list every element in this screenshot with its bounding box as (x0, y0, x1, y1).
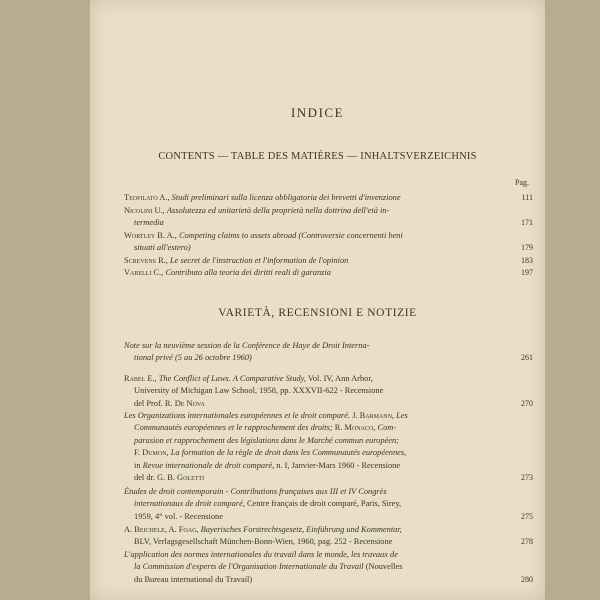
review-line (124, 447, 519, 459)
review-publisher: University of Michigan Law School, 1958, pp. XXXVII-622 - Recensione (134, 386, 384, 396)
review-entry (124, 340, 533, 365)
reviewer-prefix: del Prof. R. (134, 398, 173, 408)
review-entry (124, 549, 533, 586)
toc-entry (124, 267, 533, 279)
toc-author: Screvens R., (124, 256, 168, 265)
review-title: Les Organizations internationales européennes et le droit comparé. (124, 411, 351, 420)
review-entry (124, 410, 533, 484)
review-title: Note sur la neuvième session de la Conférence de Haye de Droit Interna- (124, 341, 370, 350)
toc-title: Le secret de l'instruction et l'information de l'opinion (169, 256, 349, 265)
toc-author: Wortley B. A., (124, 231, 177, 240)
review-details: Vol. IV, Ann Arbor, (307, 374, 373, 383)
review-title: The Conflict of Laws. A Comparative Study, (158, 374, 306, 383)
review-line (124, 561, 519, 573)
review-author: J. Barmann, (352, 411, 394, 420)
toc-page: 171 (521, 218, 533, 228)
review-title: la Commission d'experts de l'Organisation Internationale du Travail (134, 562, 364, 572)
review-text: BLV, Verlagsgesellschaft München-Bonn-Wien, 1960, pag. 252 - Recensione (134, 537, 393, 547)
page-column-label: Pag. (515, 178, 529, 187)
review-title: La formation de la règle de droit dans les Communautés européennes, (170, 448, 407, 458)
review-title: L'application des normes internationales du travail dans le monde, les travaux de (124, 550, 398, 559)
section-title: VARIETÀ, RECENSIONI E NOTIZIE (218, 307, 417, 319)
toc-entry (124, 192, 533, 204)
review-line (124, 460, 519, 472)
toc-page: 183 (521, 256, 533, 265)
review-title: Communautés européennes et le rapprochement des droits; (134, 423, 333, 433)
review-details-cont (124, 385, 519, 397)
contents-title: CONTENTS — TABLE DES MATIÈRES — INHALTSVERZEICHNIS (158, 151, 477, 162)
review-line (124, 472, 519, 484)
review-author: F. Dumon, (134, 448, 169, 458)
review-page: 270 (521, 398, 533, 408)
toc-author: Nicolini U., (124, 206, 165, 215)
toc-entry (124, 230, 533, 255)
index-heading: INDICE (290, 105, 345, 120)
reviewer-prefix: del dr. G. B. (134, 473, 175, 483)
review-line (124, 435, 519, 447)
review-text: 1959, 4° vol. - Recensione (134, 511, 223, 521)
review-entry (124, 373, 533, 410)
toc-entry (124, 205, 533, 230)
review-page: 275 (521, 511, 533, 521)
toc-page: 179 (521, 243, 533, 253)
review-title-cont: tional privé (5 au 26 octobre 1960) (134, 353, 252, 363)
toc-author: Varelli C., (124, 268, 164, 277)
review-title: internationaux de droit comparé, (134, 499, 245, 509)
review-title: Bayerisches Forstrechtsgesetz, Einführung und Kommentar, (200, 525, 402, 534)
review-entry (124, 524, 533, 549)
toc-title: Assolutezza ed unitarietà della proprietà nella dottrina dell'età in- (166, 206, 390, 215)
review-line (124, 422, 519, 434)
toc-entry (124, 255, 533, 267)
review-title: Études de droit contemporain - Contributions françaises aux III et IV Congrès (124, 487, 387, 496)
review-text: Centre français de droit comparé, Paris, Sirey, (246, 499, 402, 509)
review-line (124, 498, 519, 510)
reviewer-name: De Nova (174, 398, 205, 408)
review-page: 280 (521, 574, 533, 584)
review-title-fragment: Les (396, 411, 408, 420)
review-line (124, 511, 519, 523)
review-page: 261 (521, 353, 533, 363)
toc-title: Competing claims to assets abroad (Controversie concernenti beni (178, 231, 403, 240)
review-line (124, 574, 519, 586)
toc-title: Studi preliminari sulla licenza obbligatoria dei brevetti d'invenzione (171, 193, 401, 202)
review-author: Rabel E., (124, 374, 157, 383)
toc-page: 197 (521, 268, 533, 277)
reviewer-name: Goletti (177, 473, 205, 483)
toc-author: Teofilato A., (124, 193, 170, 202)
review-entry (124, 486, 533, 523)
toc-title-cont: termedia (134, 218, 164, 228)
toc-page: 111 (521, 193, 533, 202)
review-line (124, 536, 519, 548)
toc-title: Contributo alla teoria dei diritti reali di garanzia (165, 268, 331, 277)
review-text: in (134, 460, 141, 470)
review-text: (Nouvelles (365, 562, 403, 572)
review-page: 278 (521, 537, 533, 547)
journal-title: Revue internationale de droit comparé, (142, 460, 275, 470)
review-author: R. Monaco, (334, 423, 376, 433)
review-author: A. Beichele, A. Foag, (124, 525, 199, 534)
review-page: 273 (521, 473, 533, 483)
book-page (90, 0, 545, 600)
review-text: du Bureau international du Travail) (134, 574, 253, 584)
review-reviewer-line (124, 398, 519, 410)
review-title-fragment: Com- (377, 423, 397, 433)
toc-title-cont: situati all'estero) (134, 243, 191, 253)
review-text: n. I, Janvier-Mars 1960 - Recensione (276, 460, 401, 470)
review-title: parasion et rapprochement des législations dans le Marché commun européen; (134, 435, 399, 445)
